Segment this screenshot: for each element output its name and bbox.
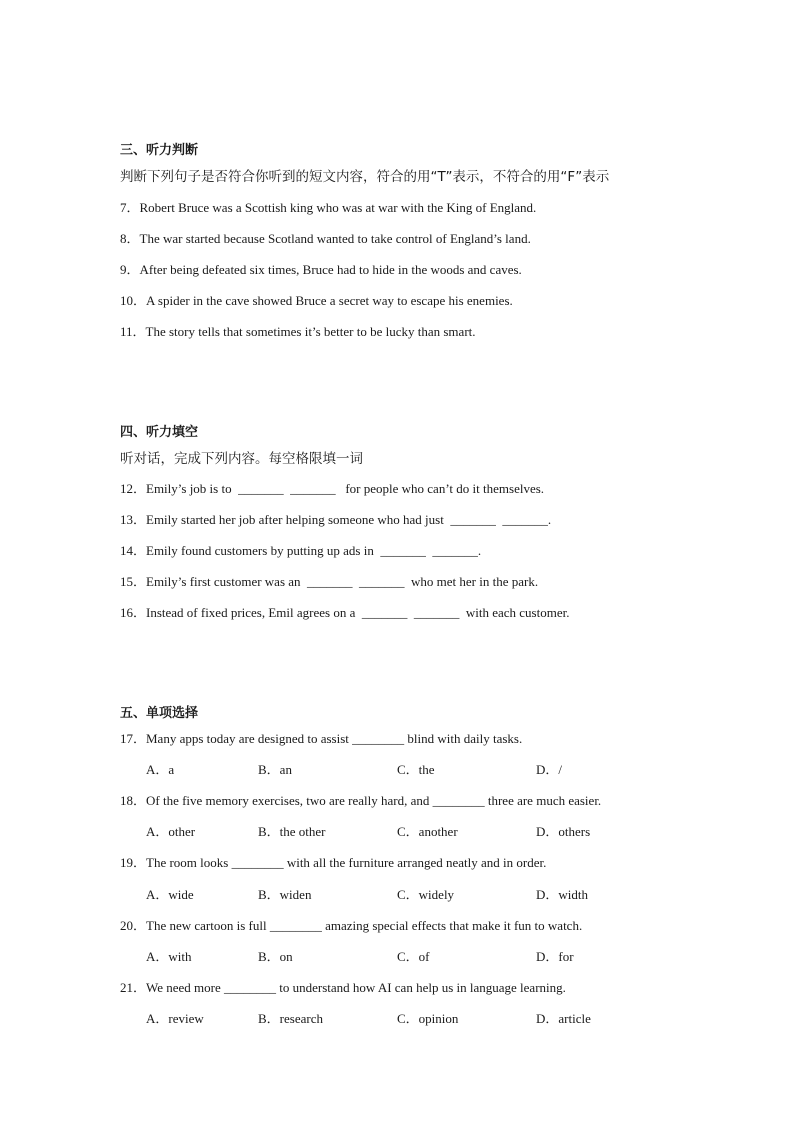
question-17-stem: 17．Many apps today are designed to assist ________ blind with daily tasks. — [120, 731, 523, 746]
option-d: D．for — [536, 949, 574, 964]
section3-item-11: 11．The story tells that sometimes it’s better to be lucky than smart. — [120, 324, 476, 339]
section4-item-12: 12．Emily’s job is to _______ _______ for people who can’t do it themselves. — [120, 481, 545, 496]
option-b: B．an — [258, 762, 292, 777]
option-c: C．the — [397, 762, 435, 777]
option-d: D．others — [536, 824, 591, 839]
question-20-options — [146, 946, 706, 964]
option-b: B．the other — [258, 824, 326, 839]
section4-item-14: 14．Emily found customers by putting up ads in _______ _______. — [120, 543, 482, 558]
option-b: B．widen — [258, 887, 312, 902]
option-b: B．on — [258, 949, 293, 964]
option-a: A．a — [146, 762, 175, 777]
option-c: C．another — [397, 824, 458, 839]
option-a: A．review — [146, 1011, 204, 1026]
option-b: B．research — [258, 1011, 323, 1026]
section3-heading: 三、听力判断 — [120, 143, 199, 158]
option-a: A．with — [146, 949, 192, 964]
section3-item-9: 9．After being defeated six times, Bruce had to hide in the woods and caves. — [120, 262, 522, 277]
question-20-stem: 20．The new cartoon is full ________ amazing special effects that make it fun to watch. — [120, 918, 583, 933]
option-c: C．widely — [397, 887, 455, 902]
section4-item-13: 13．Emily started her job after helping someone who had just _______ _______. — [120, 512, 552, 527]
section3-item-10: 10．A spider in the cave showed Bruce a secret way to escape his enemies. — [120, 293, 513, 308]
question-19-stem: 19．The room looks ________ with all the furniture arranged neatly and in order. — [120, 855, 547, 870]
section4-item-15: 15．Emily’s first customer was an _______ _______ who met her in the park. — [120, 574, 539, 589]
option-d: D．article — [536, 1011, 591, 1026]
question-17-options — [146, 759, 706, 777]
section3-item-8: 8．The war started because Scotland wanted to take control of England’s land. — [120, 231, 531, 246]
question-18-options — [146, 821, 706, 839]
section4-instruction: 听对话，完成下列内容。每空格限填一词 — [120, 451, 363, 467]
question-18-stem: 18．Of the five memory exercises, two are really hard, and ________ three are much easier. — [120, 793, 602, 808]
option-c: C．opinion — [397, 1011, 459, 1026]
section3-instruction: 判断下列句子是否符合你听到的短文内容，符合的用“T”表示，不符合的用“F”表示 — [120, 169, 610, 185]
question-19-options — [146, 884, 706, 902]
section5-heading: 五、单项选择 — [120, 706, 199, 721]
section4-item-16: 16．Instead of fixed prices, Emil agrees on a _______ _______ with each customer. — [120, 605, 570, 620]
question-21-stem: 21．We need more ________ to understand how AI can help us in language learning. — [120, 980, 566, 995]
question-21-options — [146, 1008, 706, 1026]
option-d: D．width — [536, 887, 589, 902]
section3-item-7: 7．Robert Bruce was a Scottish king who was at war with the King of England. — [120, 200, 537, 215]
option-d: D．/ — [536, 762, 563, 777]
option-a: A．wide — [146, 887, 194, 902]
option-c: C．of — [397, 949, 430, 964]
option-a: A．other — [146, 824, 196, 839]
section4-heading: 四、听力填空 — [120, 425, 199, 440]
